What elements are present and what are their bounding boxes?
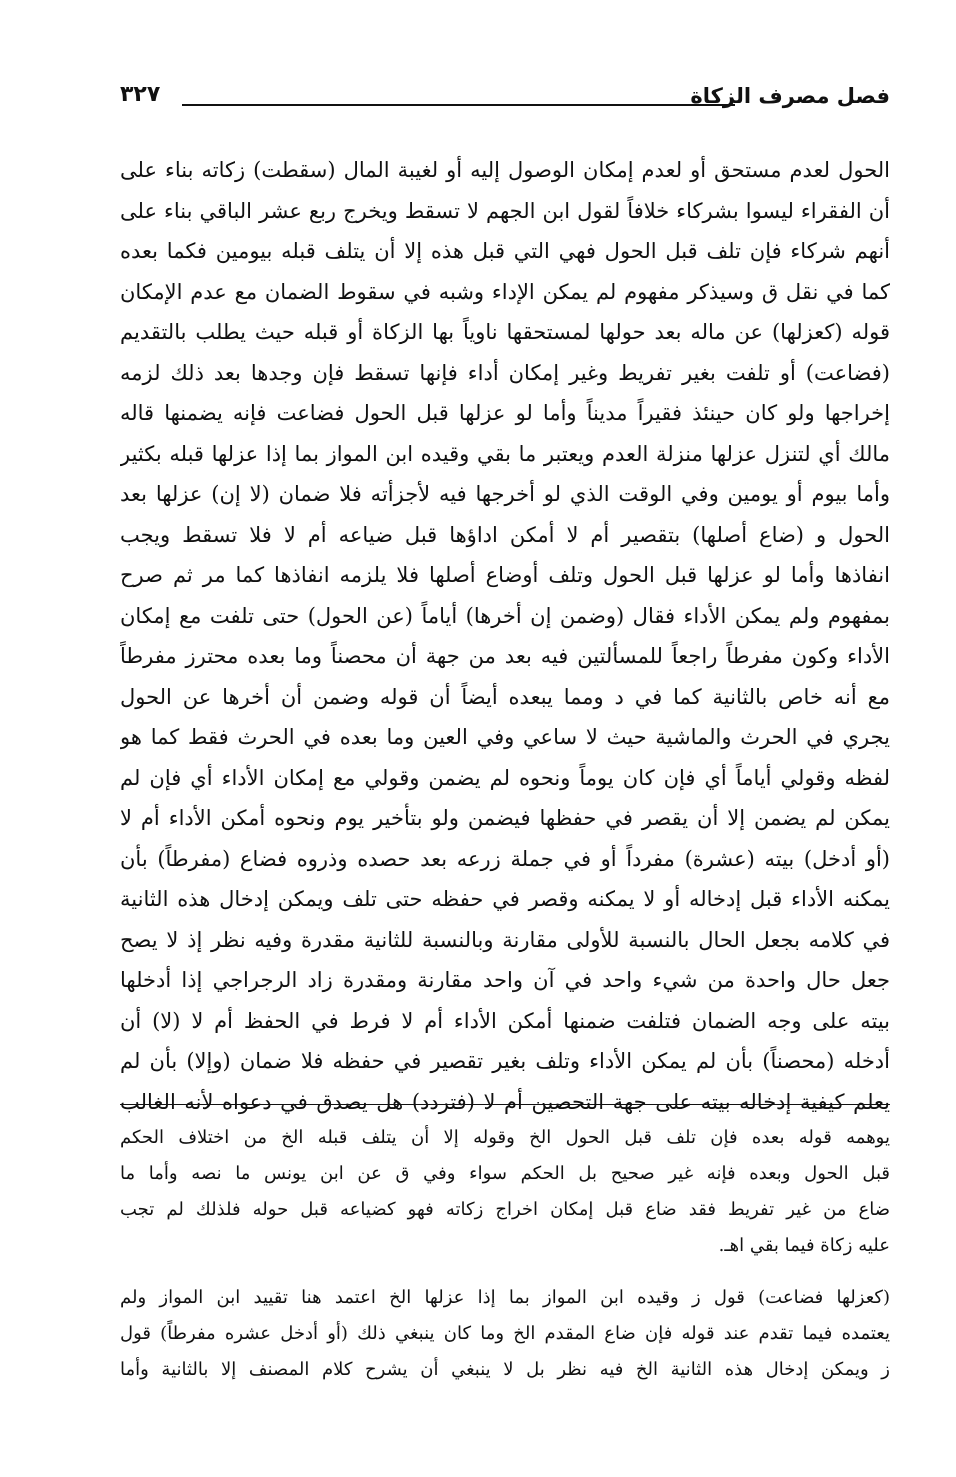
text-line: كما في نقل ق وسيذكر مفهوم لم يمكن الإداء وشبه في سقوط الضمان مع عدم الإمكان xyxy=(120,279,890,304)
text-line: جعل حال واحدة من شيء واحد في آن واحد مقارنة ومقدرة زاد الرجراجي إذا أدخلها xyxy=(120,968,890,992)
text-line: لفظه وقولي أياماً أي فإن كان يوماً ونحوه لم يضمن وقولي مع إمكان الأداء أي فإن لم xyxy=(120,765,890,790)
text-line: يعلم كيفية إدخاله بيته على جهة التحصين أم لا (فتردد) هل يصدق في دعواه لأنه الغالب xyxy=(120,1089,890,1114)
text-line: أدخله (محصناً) بأن لم يمكن الأداء وتلف بغير تقصير في حفظه فلا ضمان (وإلا) بأن لم xyxy=(120,1049,890,1073)
footnotes xyxy=(120,1120,890,1388)
text-line: قوله (كعزلها) عن ماله بعد حولها لمستحقها ناوياً بها الزكاة أو قبله حيث يطلب بالتقديم xyxy=(120,320,890,344)
text-line: الأداء وكون مفرطاً راجعاً للمسألتين فيه بعد من جهة أن محصناً وما بعده محترز مفرطاً xyxy=(120,644,890,668)
footnote-line: ضاع من غير تفريط فقد ضاع قبل إمكان اخراج زكاته فهو كضياعه قبل حوله فلذلك لم تجب xyxy=(120,1199,890,1220)
text-line: (أو أدخل) بيته (عشرة) مفرداً أو في جملة زرعه بعد حصده وذروه فضاع (مفرطاً) بأن xyxy=(120,846,890,871)
chapter-title: فصل مصرف الزكاة xyxy=(690,84,890,108)
footnote-line: عليه زكاة فيما بقي اهـ. xyxy=(718,1235,890,1256)
text-line: بمفهوم ولم يمكن الأداء فقال (وضمن إن أخرها) أياماً (عن الحول) حتى تلفت مع إمكان xyxy=(120,603,890,628)
text-line: في كلامه بجعل الحال بالنسبة للأولى مقارنة وبالنسبة للثانية مقدرة وفيه نظر إذ لا يصح xyxy=(120,927,890,952)
text-line: أنهم شركاء فإن تلف قبل الحول فهي التي قبل هذه إلا أن يتلف قبله بيومين فكما بعده xyxy=(120,239,890,263)
text-line: وأما بيوم أو يومين وفي الوقت الذي لو أخرجها فيه لأجزأته فلا ضمان (لا إن) عزلها بعد xyxy=(120,482,890,506)
page-number: ٣٢٧ xyxy=(120,82,161,107)
page-header xyxy=(120,82,890,122)
text-line: (فضاعت) أو تلفت بغير تفريط وغير إمكان أداء فإنها تسقط فإن وجدها بعد ذلك لزمه xyxy=(120,360,890,385)
footnote-line: يوهمه قوله بعده فإن تلف قبل الحول الخ وقوله إلا أن يتلف قبله الخ من اختلاف الحكم xyxy=(120,1127,890,1148)
text-line: يجري في الحرث والماشية حيث لا ساعي وفي العين وما بعده في الحرث فقط كما هو xyxy=(120,725,890,749)
text-line: الحول لعدم مستحق أو لعدم إمكان الوصول إليه أو لغيبة المال (سقطت) زكاته بناء على xyxy=(120,158,890,182)
footnote-line: (كعزلها فضاعت) قول ز وقيده ابن المواز بما إذا عزلها الخ اعتمد هنا تقييد ابن المواز ولم xyxy=(120,1287,890,1308)
text-line: بيته على وجه الضمان فتلفت ضمنها أمكن الأداء أم لا فرط في الحفظ أم لا (لا) أن xyxy=(120,1008,890,1033)
text-line: يمكن لم يضمن إلا أن يقصر في حفظها فيضمن ولو بتأخير يوم ونحوه أمكن الأداء أم لا xyxy=(120,806,890,830)
footnote-gap xyxy=(120,1264,890,1280)
text-line: الحول و (ضاع أصلها) بتقصير أم لا أمكن اداؤها قبل ضياعه أم لا فلا تسقط ويجب xyxy=(120,522,890,547)
text-line: مالك أي لتنزل عزلها منزلة العدم ويعتبر ما بقي وقيده ابن المواز بما إذا عزلها قبله بكثير xyxy=(120,441,890,466)
footnote-line: ز ويمكن إدخال هذه الثانية الخ فيه نظر بل لا ينبغي أن يشرح كلام المصنف إلا بالثانية وأما xyxy=(120,1359,890,1380)
text-line: أن الفقراء ليسوا بشركاء خلافاً لقول ابن الجهم لا تسقط ويخرج ربع عشر الباقي بناء على xyxy=(120,198,890,223)
text-line: إخراجها ولو كان حينئذ فقيراً مديناً وأما لو عزلها قبل الحول فضاعت فإنه يضمنها قاله xyxy=(120,401,890,425)
text-line: يمكنه الأداء قبل إدخاله أو لا يمكنه وقصر في حفظه حتى تلف ويمكن إدخال هذه الثانية xyxy=(120,887,890,911)
footnote-separator xyxy=(120,1104,890,1105)
main-text xyxy=(120,150,890,1122)
text-line: انفاذها وأما لو عزلها قبل الحول وتلف أوضاع أصلها فلا يلزمه انفاذها كما مر ثم صرح xyxy=(120,563,890,587)
header-rule xyxy=(182,104,735,106)
footnote-line: قبل الحول وبعده فإنه غير صحيح بل الحكم سواء وفي ق عن ابن يونس ما نصه وأما ما xyxy=(120,1163,890,1184)
text-line: مع أنه خاص بالثانية كما في د ومما يبعده أيضاً أن قوله وضمن أن أخرها عن الحول xyxy=(120,684,890,709)
footnote-line: يعتمده فيما تقدم عند قوله فإن ضاع المقدم الخ وما كان ينبغي ذلك (أو أدخل عشره مفرطاً) قول xyxy=(120,1323,890,1344)
